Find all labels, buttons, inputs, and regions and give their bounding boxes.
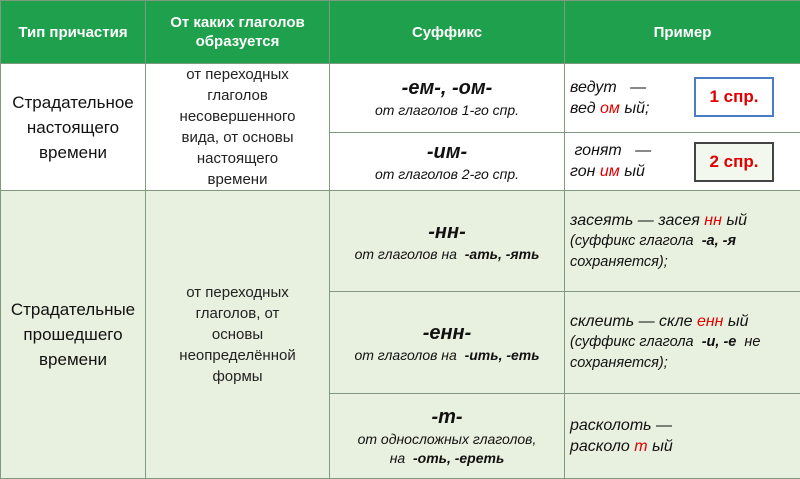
suffix: -ем-, -ом- [330, 75, 564, 101]
suffix-note: от глаголов 2-го спр. [330, 165, 564, 184]
present-from: от переходных глаголов несовершенного вида, от основы настоящего времени [146, 64, 330, 191]
suffix: -им- [330, 139, 564, 165]
present-suffix-2 [330, 132, 565, 190]
header-suffix: Суффикс [330, 1, 565, 64]
header-row [1, 1, 800, 64]
header-example: Пример [565, 1, 800, 64]
suffix: -нн- [330, 219, 564, 245]
suffix-note: от глаголов на -ить, -еть [330, 346, 564, 365]
past-suffix-1 [330, 191, 565, 292]
past-example-1: засеять — засея нн ый (суффикс глагола -а, -я сохраняется); [565, 191, 800, 292]
suffix-note: от односложных глаголов, [330, 430, 564, 449]
past-example-2: склеить — скле енн ый (суффикс глагола -и, -е не сохраняется); [565, 292, 800, 394]
past-example-3: расколоть — расколо т ый [565, 394, 800, 479]
suffix-note: от глаголов на -ать, -ять [330, 245, 564, 264]
past-row-1 [1, 191, 800, 292]
past-from: от переходных глаголов, от основы неопределённой формы [146, 191, 330, 479]
present-row-1 [1, 64, 800, 133]
suffix: -т- [330, 404, 564, 430]
conjugation-badge-1: 1 спр. [694, 77, 774, 117]
suffix-note-2: на -оть, -ереть [330, 449, 564, 468]
past-type: Страдательные прошедшего времени [1, 191, 146, 479]
past-suffix-3 [330, 394, 565, 479]
present-example-2: гонят — гон им ый 2 спр. [565, 132, 800, 190]
suffix: -енн- [330, 320, 564, 346]
present-type: Страдательное настоящего времени [1, 64, 146, 191]
header-type: Тип причастия [1, 1, 146, 64]
present-example-1: ведут — вед ом ый; 1 спр. [565, 64, 800, 133]
past-suffix-2 [330, 292, 565, 394]
suffix-note: от глаголов 1-го спр. [330, 101, 564, 120]
header-from: От каких глаголов образуется [146, 1, 330, 64]
conjugation-badge-2: 2 спр. [694, 142, 774, 182]
present-suffix-1 [330, 64, 565, 133]
